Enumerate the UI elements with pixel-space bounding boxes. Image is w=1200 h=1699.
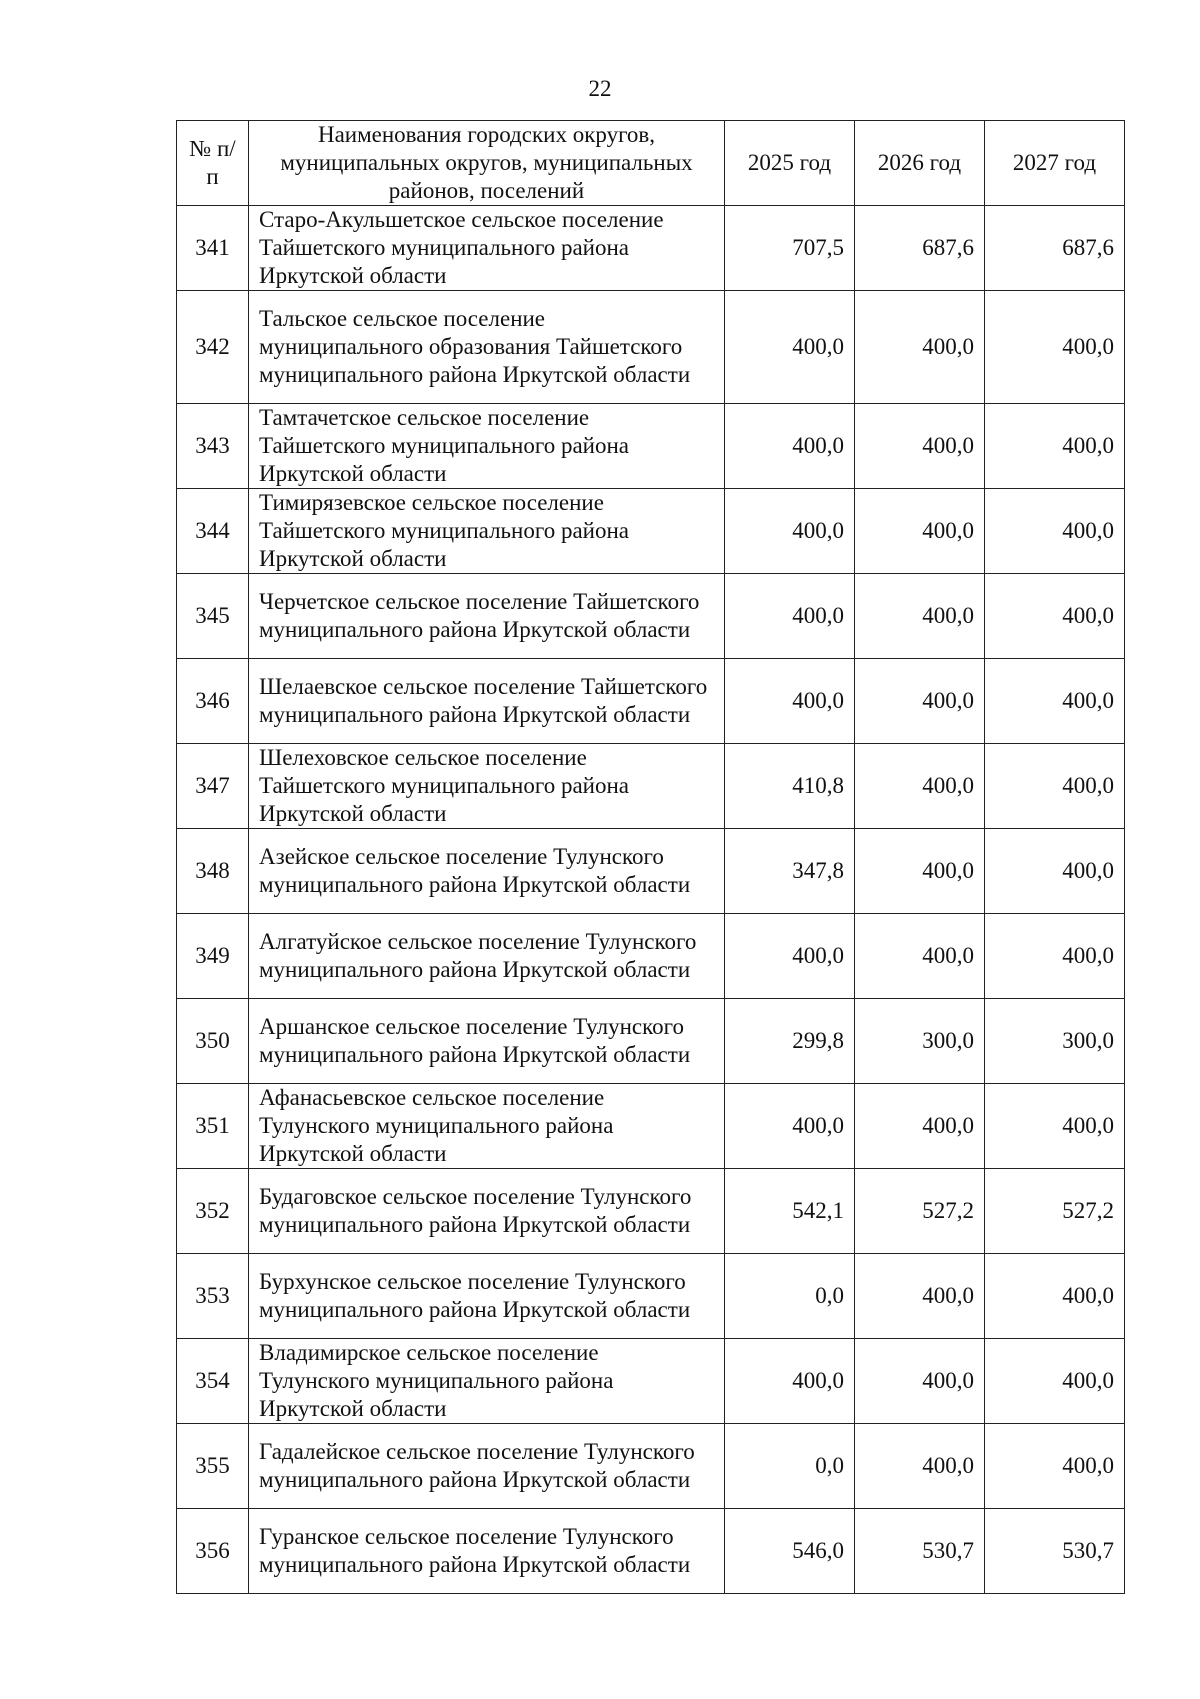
row-2025: 400,0 (725, 404, 855, 489)
row-2026: 687,6 (855, 206, 985, 291)
row-2026: 400,0 (855, 659, 985, 744)
row-number: 347 (177, 744, 249, 829)
row-2027: 400,0 (985, 1084, 1125, 1169)
page-number: 22 (588, 76, 612, 101)
row-2027: 687,6 (985, 206, 1125, 291)
row-2025: 400,0 (725, 1084, 855, 1169)
row-2026: 300,0 (855, 999, 985, 1084)
row-2026: 400,0 (855, 829, 985, 914)
table-row (177, 489, 1125, 574)
row-2026: 400,0 (855, 1084, 985, 1169)
row-2025: 400,0 (725, 1339, 855, 1424)
table-row (177, 206, 1125, 291)
row-number: 354 (177, 1339, 249, 1424)
table-row (177, 1424, 1125, 1509)
row-2025: 410,8 (725, 744, 855, 829)
row-2025: 0,0 (725, 1424, 855, 1509)
row-2027: 400,0 (985, 574, 1125, 659)
row-2027: 400,0 (985, 291, 1125, 404)
row-2026: 400,0 (855, 1254, 985, 1339)
row-2025: 400,0 (725, 659, 855, 744)
row-name: Тамтачетское сельское поселение Тайшетского муниципального района Иркутской области (249, 404, 725, 489)
row-2026: 400,0 (855, 1339, 985, 1424)
row-2026: 530,7 (855, 1509, 985, 1594)
header-2025: 2025 год (725, 121, 855, 206)
row-2026: 400,0 (855, 574, 985, 659)
row-name: Афанасьевское сельское поселение Тулунского муниципального района Иркутской области (249, 1084, 725, 1169)
row-number: 351 (177, 1084, 249, 1169)
table-row (177, 291, 1125, 404)
row-name: Шелеховское сельское поселение Тайшетского муниципального района Иркутской области (249, 744, 725, 829)
row-2025: 347,8 (725, 829, 855, 914)
table-row (177, 914, 1125, 999)
row-2025: 400,0 (725, 489, 855, 574)
row-2027: 400,0 (985, 1339, 1125, 1424)
row-2027: 300,0 (985, 999, 1125, 1084)
row-2025: 707,5 (725, 206, 855, 291)
row-number: 342 (177, 291, 249, 404)
row-number: 345 (177, 574, 249, 659)
header-num: № п/п (177, 121, 249, 206)
row-2027: 400,0 (985, 489, 1125, 574)
header-row (177, 121, 1125, 206)
row-2025: 546,0 (725, 1509, 855, 1594)
row-2027: 400,0 (985, 404, 1125, 489)
row-name: Гуранское сельское поселение Тулунского муниципального района Иркутской области (249, 1509, 725, 1594)
table-row (177, 1509, 1125, 1594)
table-row (177, 744, 1125, 829)
row-number: 344 (177, 489, 249, 574)
table-row (177, 1254, 1125, 1339)
row-name: Будаговское сельское поселение Тулунского муниципального района Иркутской области (249, 1169, 725, 1254)
row-name: Владимирское сельское поселение Тулунского муниципального района Иркутской области (249, 1339, 725, 1424)
table-row (177, 574, 1125, 659)
row-2027: 400,0 (985, 914, 1125, 999)
row-name: Черчетское сельское поселение Тайшетского муниципального района Иркутской области (249, 574, 725, 659)
table-row (177, 829, 1125, 914)
row-name: Азейское сельское поселение Тулунского муниципального района Иркутской области (249, 829, 725, 914)
row-2027: 400,0 (985, 829, 1125, 914)
table-row (177, 1169, 1125, 1254)
row-2025: 0,0 (725, 1254, 855, 1339)
row-number: 348 (177, 829, 249, 914)
row-2026: 527,2 (855, 1169, 985, 1254)
row-name: Тимирязевское сельское поселение Тайшетского муниципального района Иркутской области (249, 489, 725, 574)
header-2026: 2026 год (855, 121, 985, 206)
table-row (177, 404, 1125, 489)
row-2027: 400,0 (985, 659, 1125, 744)
row-2026: 400,0 (855, 914, 985, 999)
row-name: Аршанское сельское поселение Тулунского муниципального района Иркутской области (249, 999, 725, 1084)
row-number: 343 (177, 404, 249, 489)
row-name: Шелаевское сельское поселение Тайшетского муниципального района Иркутской области (249, 659, 725, 744)
row-name: Тальское сельское поселение муниципального образования Тайшетского муниципального района Иркутской области (249, 291, 725, 404)
row-2026: 400,0 (855, 1424, 985, 1509)
row-number: 349 (177, 914, 249, 999)
table-row (177, 659, 1125, 744)
row-2026: 400,0 (855, 291, 985, 404)
row-number: 353 (177, 1254, 249, 1339)
row-2027: 527,2 (985, 1169, 1125, 1254)
row-2027: 400,0 (985, 1254, 1125, 1339)
row-2026: 400,0 (855, 404, 985, 489)
row-2025: 400,0 (725, 291, 855, 404)
row-2025: 299,8 (725, 999, 855, 1084)
row-2027: 400,0 (985, 744, 1125, 829)
row-number: 350 (177, 999, 249, 1084)
row-name: Бурхунское сельское поселение Тулунского муниципального района Иркутской области (249, 1254, 725, 1339)
header-name: Наименования городских округов, муниципальных округов, муниципальных районов, поселений (249, 121, 725, 206)
row-number: 346 (177, 659, 249, 744)
table-row (177, 999, 1125, 1084)
header-2027: 2027 год (985, 121, 1125, 206)
row-2025: 400,0 (725, 574, 855, 659)
row-number: 356 (177, 1509, 249, 1594)
row-2027: 530,7 (985, 1509, 1125, 1594)
table-row (177, 1339, 1125, 1424)
table-row (177, 1084, 1125, 1169)
row-name: Алгатуйское сельское поселение Тулунского муниципального района Иркутской области (249, 914, 725, 999)
row-2026: 400,0 (855, 744, 985, 829)
row-2027: 400,0 (985, 1424, 1125, 1509)
row-name: Гадалейское сельское поселение Тулунского муниципального района Иркутской области (249, 1424, 725, 1509)
row-name: Старо-Акульшетское сельское поселение Тайшетского муниципального района Иркутской области (249, 206, 725, 291)
row-number: 341 (177, 206, 249, 291)
row-2026: 400,0 (855, 489, 985, 574)
budget-table (176, 120, 1125, 1594)
row-number: 355 (177, 1424, 249, 1509)
table-header (177, 121, 1125, 206)
table-body (177, 206, 1125, 1594)
row-number: 352 (177, 1169, 249, 1254)
row-2025: 400,0 (725, 914, 855, 999)
row-2025: 542,1 (725, 1169, 855, 1254)
